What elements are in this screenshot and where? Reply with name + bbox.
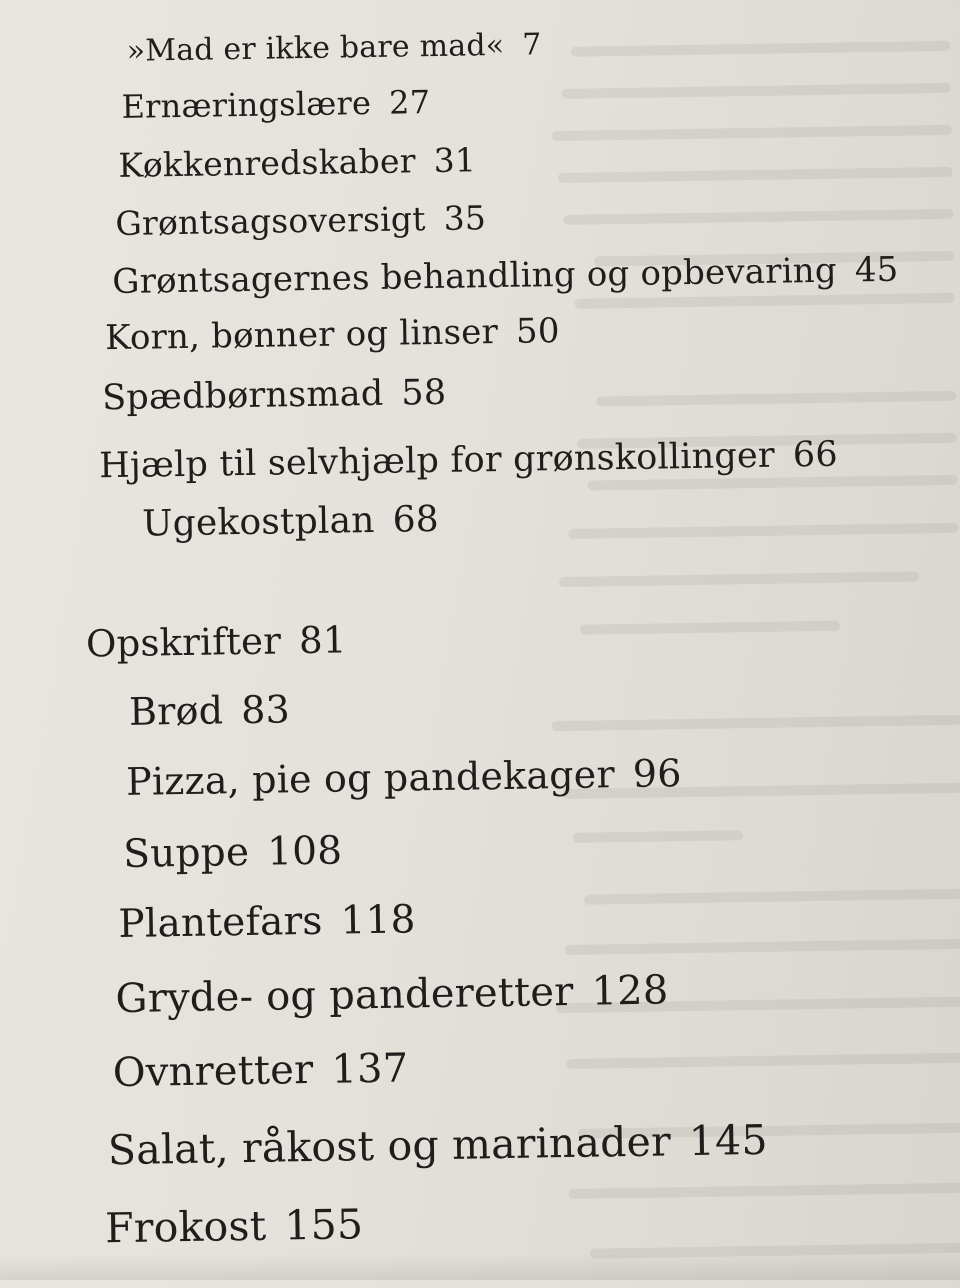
toc-entry-page: 155 bbox=[283, 1200, 364, 1250]
toc-entry-page: 7 bbox=[521, 27, 542, 63]
toc-entry-title: Køkkenredskaber bbox=[118, 141, 416, 185]
toc-entry-title: Grøntsagernes behandling og opbevaring bbox=[112, 250, 838, 303]
toc-entry-title: Gryde- og panderetter bbox=[115, 968, 574, 1023]
toc-entry-page: 108 bbox=[266, 828, 343, 875]
toc-entry-page: 58 bbox=[401, 372, 447, 414]
toc-entry-page: 31 bbox=[433, 140, 477, 180]
toc-entry-title: Ugekostplan bbox=[141, 499, 375, 545]
toc-section-heading bbox=[86, 618, 347, 665]
toc-entry bbox=[126, 27, 541, 69]
toc-entry-page: 145 bbox=[688, 1115, 769, 1166]
toc-entry-title: Korn, bønner og linser bbox=[104, 311, 499, 359]
toc-entry-title: Suppe bbox=[122, 829, 250, 877]
toc-entry-title: Pizza, pie og pandekager bbox=[125, 752, 616, 804]
toc-entry-title: Ovnretter bbox=[112, 1046, 314, 1097]
toc-entry-page: 68 bbox=[392, 498, 440, 541]
toc-entry-title: Salat, råkost og marinader bbox=[107, 1117, 672, 1175]
toc-entry-page: 27 bbox=[388, 83, 431, 122]
show-through-text bbox=[530, 0, 960, 1279]
toc-entry-title: Grøntsagsoversigt bbox=[115, 199, 426, 243]
toc-entry bbox=[121, 83, 430, 126]
toc-entry bbox=[102, 373, 447, 418]
toc-entry-page: 81 bbox=[298, 618, 347, 663]
toc-entry-page: 137 bbox=[331, 1045, 409, 1093]
toc-entry bbox=[115, 967, 669, 1022]
toc-entry-page: 118 bbox=[340, 897, 416, 944]
toc-entry bbox=[126, 751, 682, 804]
toc-entry-page: 83 bbox=[240, 687, 291, 733]
toc-entry-page: 35 bbox=[443, 198, 487, 238]
toc-entry bbox=[105, 311, 560, 358]
toc-entry-title: Hjælp til selvhjælp for grønskollinger bbox=[98, 435, 776, 487]
toc-entry bbox=[105, 1200, 364, 1252]
toc-entry-title: Brød bbox=[128, 688, 224, 734]
toc-entry-page: 50 bbox=[515, 311, 560, 352]
toc-entry bbox=[129, 687, 291, 734]
toc-entry bbox=[118, 897, 416, 947]
toc-entry bbox=[112, 1045, 408, 1096]
toc-entry-title: Plantefars bbox=[118, 898, 323, 948]
toc-entry-title: Spædbørnsmad bbox=[101, 373, 384, 419]
toc-entry-page: 128 bbox=[591, 967, 669, 1015]
toc-entry-page: 96 bbox=[632, 751, 682, 796]
toc-entry-title: Frokost bbox=[104, 1201, 267, 1253]
toc-entry bbox=[142, 499, 439, 545]
toc-entry-title: Ernæringslære bbox=[121, 83, 372, 126]
toc-entry-title: »Mad er ikke bare mad« bbox=[126, 27, 505, 69]
toc-entry-page: 45 bbox=[854, 249, 899, 291]
toc-entry bbox=[115, 198, 486, 243]
toc-entry-title: Opskrifter bbox=[85, 619, 282, 666]
toc-entry bbox=[123, 829, 343, 877]
toc-entry-page: 66 bbox=[792, 434, 839, 476]
page-bottom-shadow bbox=[0, 1254, 960, 1280]
toc-entry bbox=[118, 140, 476, 185]
